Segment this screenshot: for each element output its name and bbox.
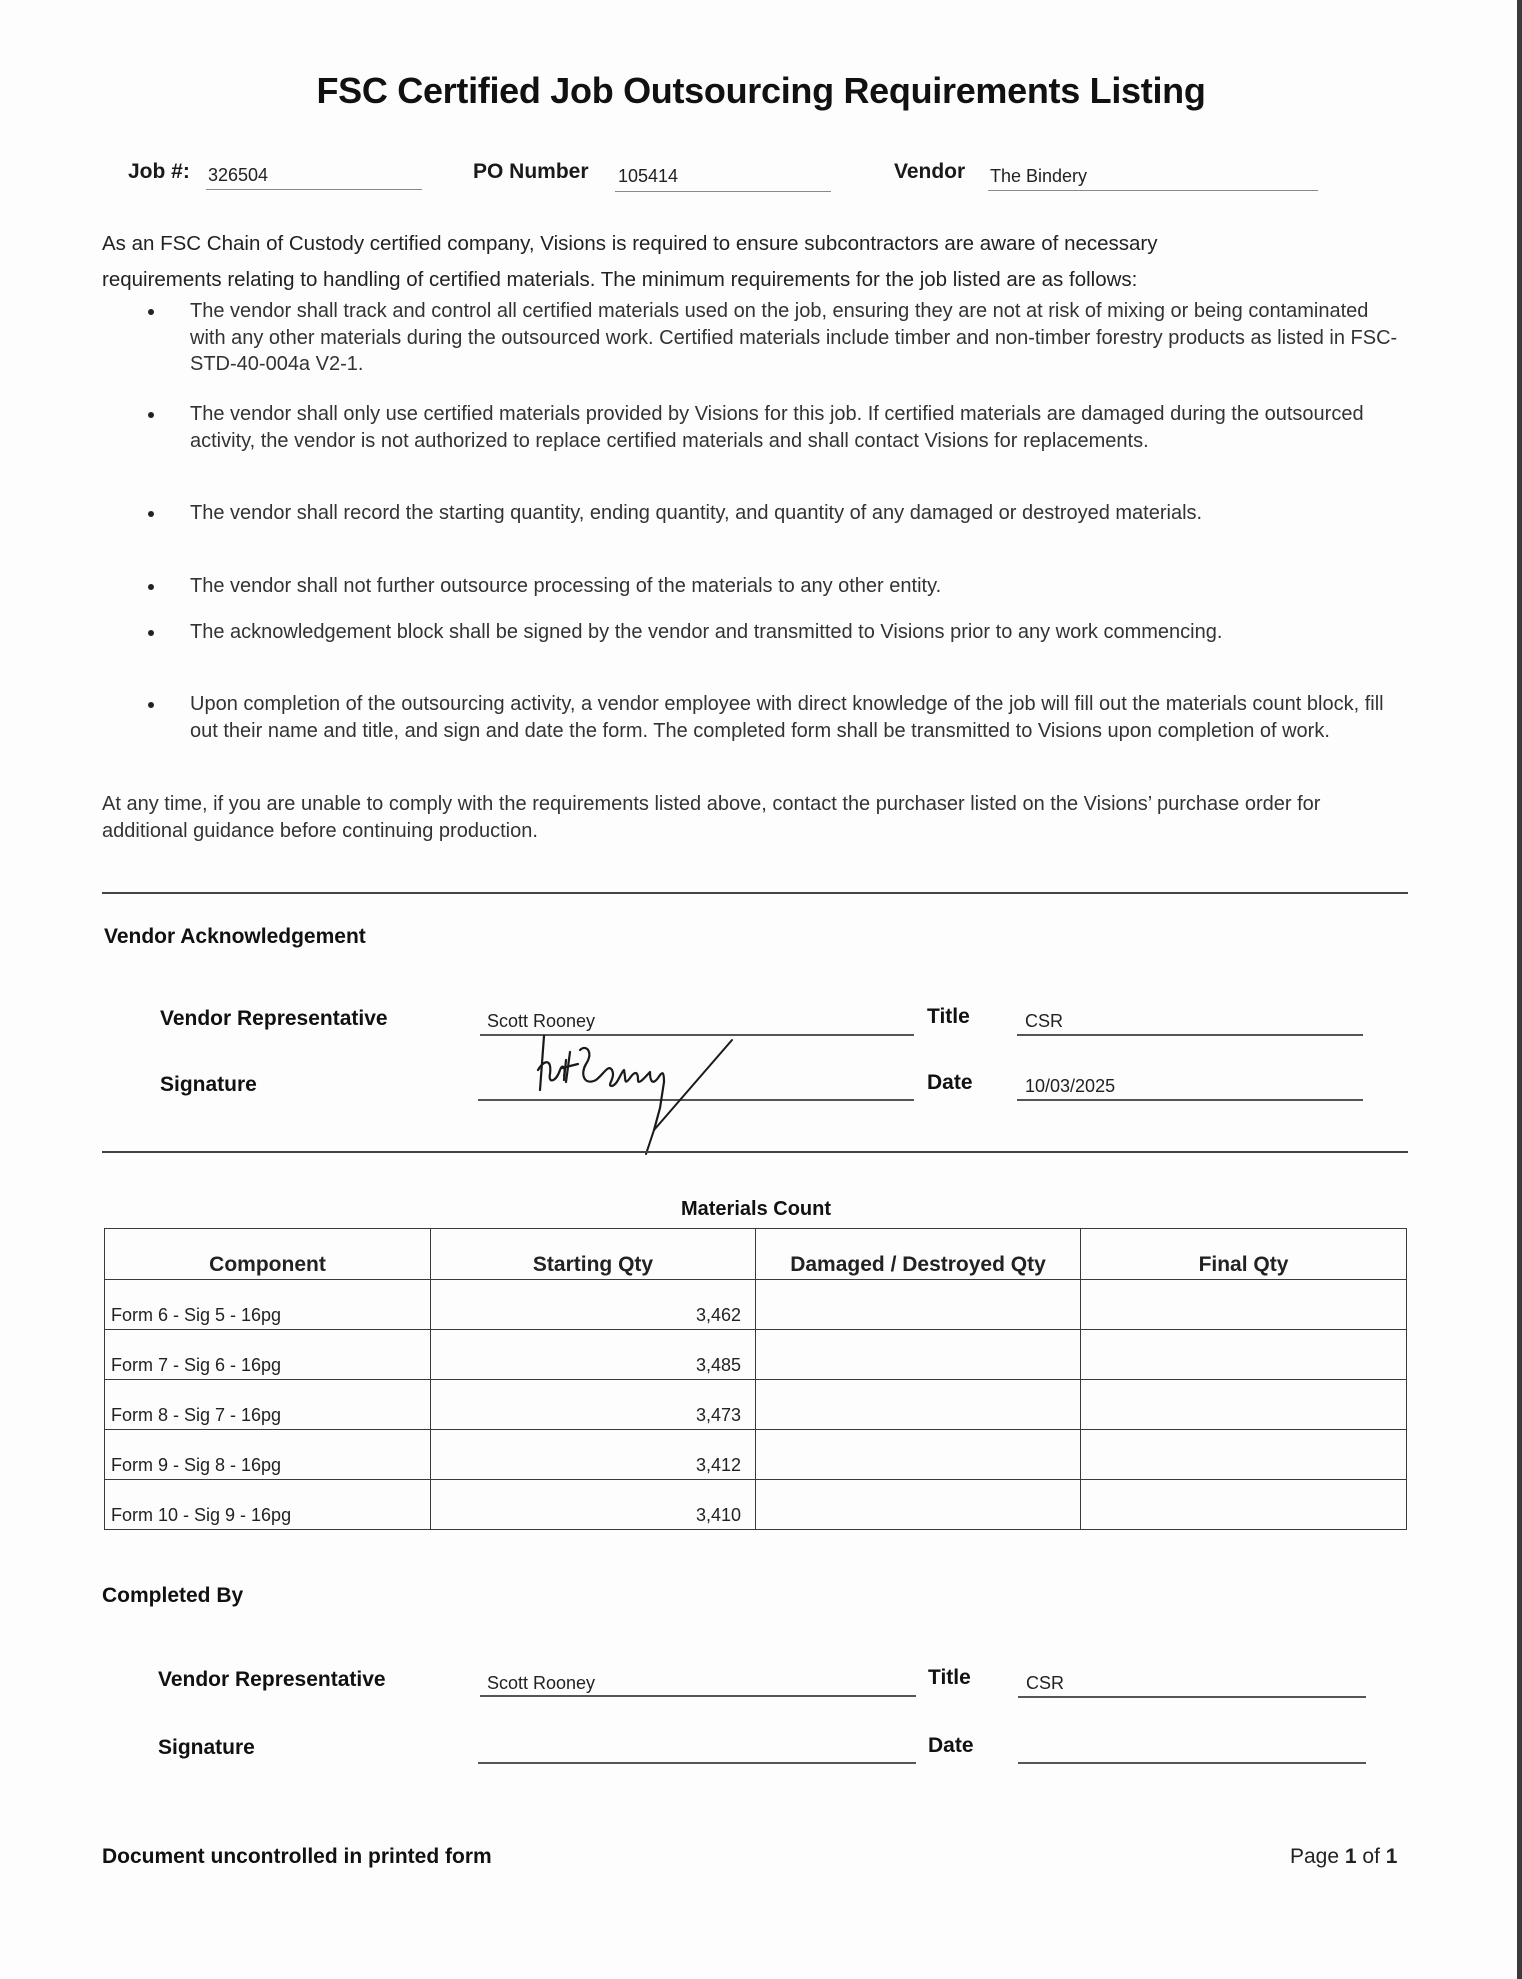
completed-title-label: Title — [928, 1666, 971, 1689]
page-total: 1 — [1385, 1845, 1398, 1868]
ack-rep-value: Scott Rooney — [487, 1011, 596, 1031]
job-number-underline — [206, 189, 422, 190]
requirement-item: The acknowledgement block shall be signed by the vendor and transmitted to Visions prior to any work commencing. — [102, 619, 1402, 646]
final-qty-cell[interactable] — [1081, 1480, 1407, 1530]
requirement-item: Upon completion of the outsourcing activity, a vendor employee with direct knowledge of the job will fill out the materials count block, fill out their name and title, and sign and date the form. The completed form shall be transmitted to Visions upon completion of work. — [102, 691, 1402, 744]
ack-title-underline — [1017, 1034, 1363, 1036]
column-header-starting-qty: Starting Qty — [431, 1229, 756, 1280]
bullet-icon — [148, 630, 154, 636]
table-row — [105, 1480, 1407, 1530]
vendor-underline — [988, 190, 1318, 191]
starting-qty-cell: 3,410 — [431, 1480, 756, 1530]
final-qty-cell[interactable] — [1081, 1430, 1407, 1480]
po-number-underline — [615, 191, 831, 192]
vendor-acknowledgement-heading: Vendor Acknowledgement — [104, 925, 366, 948]
bullet-icon — [148, 309, 154, 315]
completed-rep-label: Vendor Representative — [158, 1668, 386, 1691]
column-header-final-qty: Final Qty — [1081, 1229, 1407, 1280]
intro-line-2: requirements relating to handling of certified materials. The minimum requirements for the job listed are as follows: — [102, 268, 1138, 291]
vendor-label: Vendor — [894, 160, 966, 183]
completed-signature-field[interactable] — [478, 1762, 916, 1764]
completed-rep-value: Scott Rooney — [487, 1673, 596, 1693]
table-row — [105, 1280, 1407, 1330]
ack-title-value: CSR — [1025, 1011, 1064, 1031]
ack-date-value: 10/03/2025 — [1025, 1076, 1116, 1096]
requirement-item: The vendor shall record the starting quantity, ending quantity, and quantity of any damaged or destroyed materials. — [102, 500, 1402, 527]
section-divider — [102, 892, 1408, 894]
ack-date-label: Date — [927, 1071, 973, 1094]
column-header-damaged-qty: Damaged / Destroyed Qty — [756, 1229, 1081, 1280]
section-divider — [102, 1151, 1408, 1153]
po-number-value: 105414 — [618, 166, 679, 186]
footer-uncontrolled-note: Document uncontrolled in printed form — [102, 1845, 492, 1868]
ack-date-underline — [1017, 1099, 1363, 1101]
requirement-item: The vendor shall track and control all certified materials used on the job, ensuring they are not at risk of mixing or being contaminated with any other materials during the outsourced work. Certified materials include timber and non-timber forestry products as listed in FSC-STD-40-004a V2-1. — [102, 298, 1402, 378]
ack-rep-label: Vendor Representative — [160, 1007, 388, 1030]
column-header-component: Component — [105, 1229, 431, 1280]
completed-signature-label: Signature — [158, 1736, 255, 1759]
damaged-qty-cell[interactable] — [756, 1330, 1081, 1380]
table-row — [105, 1380, 1407, 1430]
page-edge-shadow — [1517, 0, 1522, 1979]
intro-line-1: As an FSC Chain of Custody certified company, Visions is required to ensure subcontractors are aware of necessary — [102, 232, 1158, 255]
handwritten-signature — [500, 1030, 860, 1170]
damaged-qty-cell[interactable] — [756, 1380, 1081, 1430]
bullet-icon — [148, 702, 154, 708]
final-qty-cell[interactable] — [1081, 1380, 1407, 1430]
completed-date-label: Date — [928, 1734, 974, 1757]
page-current: 1 — [1344, 1845, 1357, 1868]
ack-title-label: Title — [927, 1005, 970, 1028]
materials-count-heading: Materials Count — [680, 1198, 832, 1220]
vendor-value: The Bindery — [990, 166, 1088, 186]
ack-signature-label: Signature — [160, 1073, 257, 1096]
completed-rep-underline[interactable] — [480, 1695, 916, 1697]
job-number-value: 326504 — [208, 165, 269, 185]
damaged-qty-cell[interactable] — [756, 1480, 1081, 1530]
bullet-icon — [148, 412, 154, 418]
bullet-icon — [148, 584, 154, 590]
final-qty-cell[interactable] — [1081, 1280, 1407, 1330]
starting-qty-cell: 3,485 — [431, 1330, 756, 1380]
po-number-label: PO Number — [473, 160, 589, 183]
completed-title-value: CSR — [1026, 1673, 1065, 1693]
completed-date-field[interactable] — [1018, 1762, 1366, 1764]
damaged-qty-cell[interactable] — [756, 1430, 1081, 1480]
table-row — [105, 1330, 1407, 1380]
starting-qty-cell: 3,473 — [431, 1380, 756, 1430]
table-row — [105, 1430, 1407, 1480]
completed-by-heading: Completed By — [102, 1584, 244, 1607]
table-header-row — [105, 1229, 1407, 1280]
component-cell: Form 8 - Sig 7 - 16pg — [105, 1380, 431, 1430]
damaged-qty-cell[interactable] — [756, 1280, 1081, 1330]
completed-title-underline[interactable] — [1018, 1696, 1366, 1698]
component-cell: Form 9 - Sig 8 - 16pg — [105, 1430, 431, 1480]
final-qty-cell[interactable] — [1081, 1330, 1407, 1380]
requirement-item: The vendor shall not further outsource processing of the materials to any other entity. — [102, 573, 1402, 600]
bullet-icon — [148, 511, 154, 517]
requirement-item: The vendor shall only use certified materials provided by Visions for this job. If certified materials are damaged during the outsourced activity, the vendor is not authorized to replace certified materials and shall contact Visions for replacements. — [102, 401, 1402, 454]
component-cell: Form 6 - Sig 5 - 16pg — [105, 1280, 431, 1330]
closing-paragraph: At any time, if you are unable to comply with the requirements listed above, contact the purchaser listed on the Visions’ purchase order for additional guidance before continuing production. — [102, 793, 1321, 842]
starting-qty-cell: 3,412 — [431, 1430, 756, 1480]
starting-qty-cell: 3,462 — [431, 1280, 756, 1330]
component-cell: Form 7 - Sig 6 - 16pg — [105, 1330, 431, 1380]
page-title: FSC Certified Job Outsourcing Requirements Listing — [316, 70, 1206, 111]
component-cell: Form 10 - Sig 9 - 16pg — [105, 1480, 431, 1530]
job-number-label: Job #: — [128, 160, 190, 183]
materials-count-table — [104, 1228, 1407, 1530]
page-indicator: Page 1 of 1 — [1290, 1845, 1398, 1868]
